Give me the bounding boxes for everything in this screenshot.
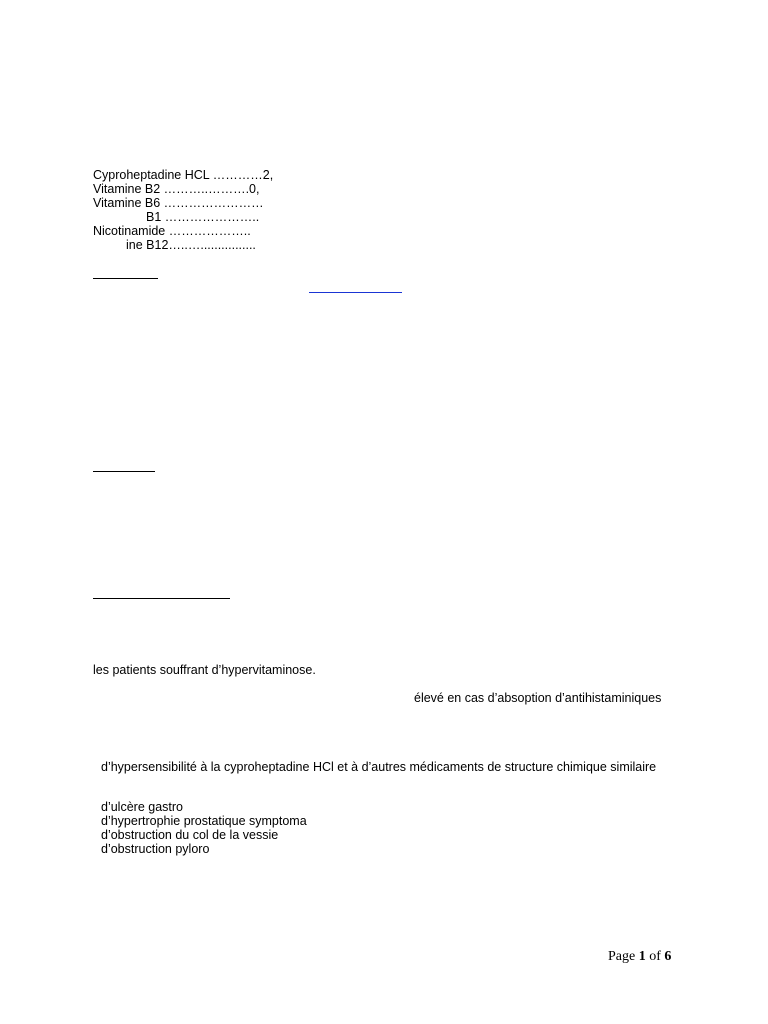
- heading-underline-3: [93, 598, 230, 599]
- composition-line-cyproheptadine: Cyproheptadine HCL …………2,: [93, 168, 274, 182]
- contraindication-item-prostate: d’hypertrophie prostatique symptoma: [101, 814, 307, 828]
- composition-line-vitamine-b2: Vitamine B2 ………..……….0,: [93, 182, 260, 196]
- warning-line-1: les patients souffrant d’hypervitaminose.: [93, 663, 316, 677]
- composition-line-b1: B1 …………………..: [146, 210, 260, 224]
- contraindication-item-pylore: d’obstruction pyloro: [101, 842, 210, 856]
- composition-line-vitamine-b6: Vitamine B6 ……………………: [93, 196, 264, 210]
- composition-line-b12: ine B12…..…................: [126, 238, 256, 252]
- hyperlink-underline[interactable]: [309, 292, 402, 293]
- of-word: of: [649, 949, 661, 964]
- page-number-footer: [608, 949, 671, 965]
- warning-line-2: élevé en cas d’absoption d’antihistaminiques: [414, 691, 662, 705]
- contraindication-item-ulcere: d’ulcère gastro: [101, 800, 183, 814]
- composition-line-nicotinamide: Nicotinamide ………………..: [93, 224, 251, 238]
- page-current: 1: [638, 949, 646, 964]
- heading-underline-2: [93, 471, 155, 472]
- contraindication-hypersensitivity: d’hypersensibilité à la cyproheptadine HCl et à d’autres médicaments de structure chimique similaire: [101, 760, 657, 774]
- page-word: Page: [608, 949, 636, 964]
- heading-underline-1: [93, 278, 158, 279]
- contraindication-item-vessie: d’obstruction du col de la vessie: [101, 828, 279, 842]
- page-total: 6: [664, 949, 672, 964]
